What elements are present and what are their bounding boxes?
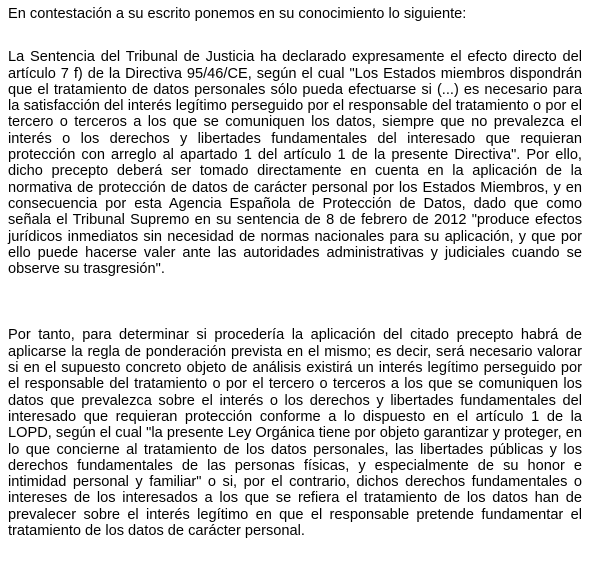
paragraph-weighing-rule: Por tanto, para determinar si procedería la aplicación del citado precepto habrá de aplicarse la regla de ponderación prevista en el mismo; es decir, será necesario valorar si en el supuesto concreto objeto de análisis existirá un interés legítimo perseguido por el responsable del tratamiento o por el tercero o terceros a los que se comuniquen los datos que prevalezca sobre el interés o los derechos y libertades fundamentales del interesado que requieran protección conforme a lo dispuesto en el artículo 1 de la LOPD, según el cual "la presente Ley Orgánica tiene por objeto garantizar y proteger, en lo que concierne al tratamiento de los datos personales, las libertades públicas y los derechos fundamentales de las personas físicas, y especialmente de su honor e intimidad personal y familiar" o si, por el contrario, dichos derechos fundamentales o intereses de los interesados a los que se refiera el tratamiento de los datos han de prevalecer sobre el interés legítimo en que el responsable pretende fundamentar el tratamiento de los datos de carácter personal. [8,327,582,540]
intro-line: En contestación a su escrito ponemos en su conocimiento lo siguiente: [8,6,467,22]
document-body [8,6,582,539]
paragraph-directive-effect: La Sentencia del Tribunal de Justicia ha declarado expresamente el efecto directo del artículo 7 f) de la Directiva 95/46/CE, según el cual "Los Estados miembros dispondrán que el tratamiento de datos personales sólo pueda efectuarse si (...) es necesario para la satisfacción del interés legítimo perseguido por el responsable del tratamiento o por el tercero o terceros a los que se comuniquen los datos, siempre que no prevalezca el interés o los derechos y libertades fundamentales del interesado que requieran protección con arreglo al apartado 1 del artículo 1 de la presente Directiva". Por ello, dicho precepto deberá ser tomado directamente en cuenta en la aplicación de la normativa de protección de datos de carácter personal por los Estados Miembros, y en consecuencia por esta Agencia Española de Protección de Datos, dado que como señala el Tribunal Supremo en su sentencia de 8 de febrero de 2012 "produce efectos jurídicos inmediatos sin necesidad de normas nacionales para su aplicación, y que por ello puede hacerse valer ante las autoridades administrativas y judiciales cuando se observe su trasgresión". [8,49,582,278]
